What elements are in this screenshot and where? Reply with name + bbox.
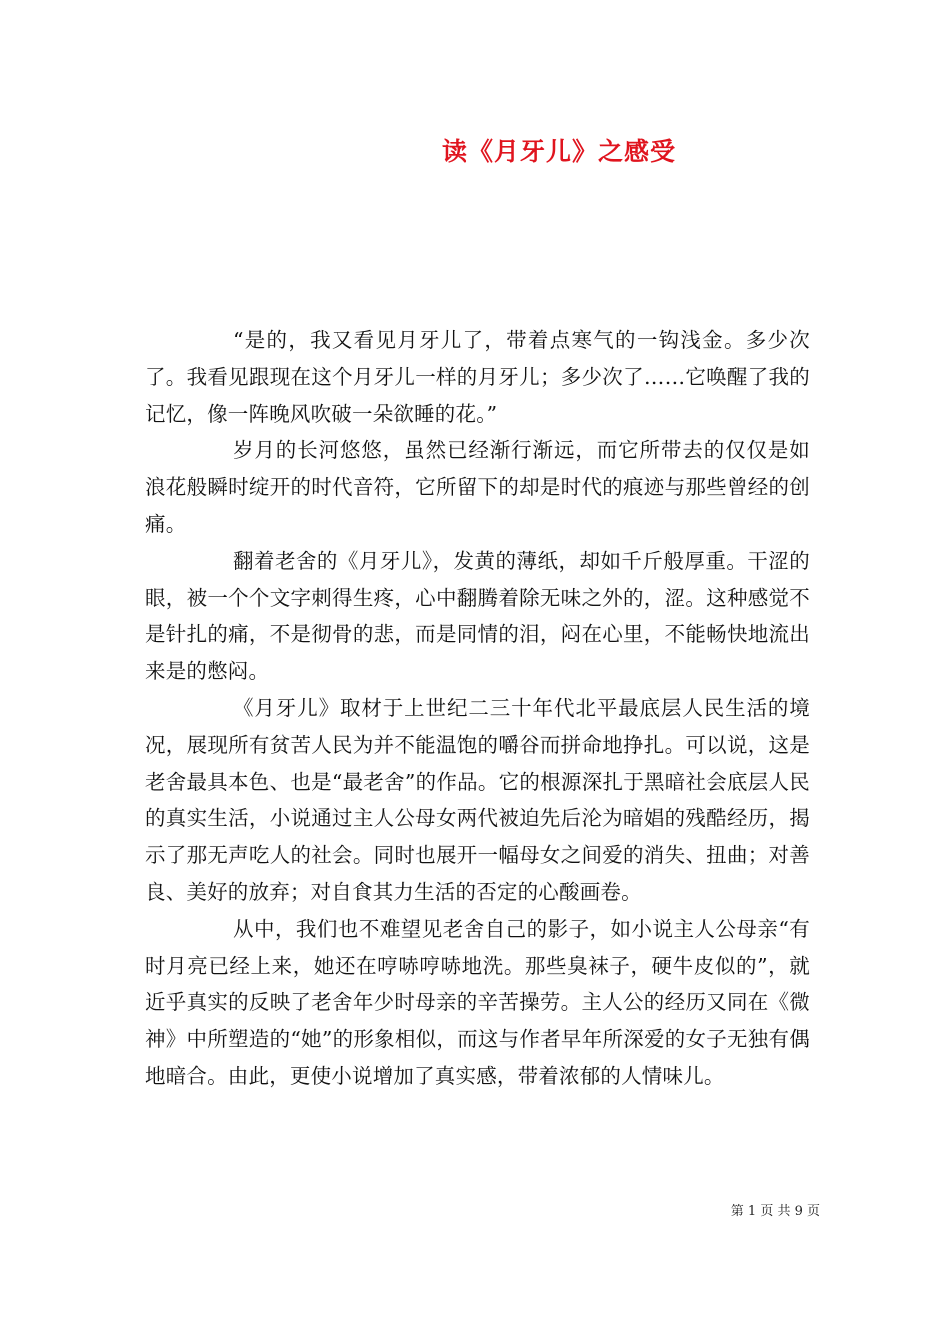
paragraph-4: 《月牙儿》取材于上世纪二三十年代北平最底层人民生活的境况，展现所有贫苦人民为并不能温饱的嚼谷而拼命地挣扎。可以说，这是老舍最具本色、也是“最老舍”的作品。它的根源深扎于黑暗社会底层人民的真实生活，小说通过主人公母女两代被迫先后沦为暗娼的残酷经历，揭示了那无声吃人的社会。同时也展开一幅母女之间爱的消失、扭曲；对善良、美好的放弃；对自食其力生活的否定的心酸画卷。	[145, 695, 810, 904]
document-title: 读《月牙儿》之感受	[441, 137, 676, 166]
paragraph-2: 岁月的长河悠悠，虽然已经渐行渐远，而它所带去的仅仅是如浪花般瞬时绽开的时代音符，它所留下的却是时代的痕迹与那些曾经的创痛。	[145, 438, 810, 536]
paragraph-5: 从中，我们也不难望见老舍自己的影子，如小说主人公母亲“有时月亮已经上来，她还在哼哧哼哧地洗。那些臭袜子，硬牛皮似的”，就近乎真实的反映了老舍年少时母亲的辛苦操劳。主人公的经历又同在《微神》中所塑造的“她”的形象相似，而这与作者早年所深爱的女子无独有偶地暗合。由此，更使小说增加了真实感，带着浓郁的人情味儿。	[145, 916, 810, 1088]
page-number-footer: 第 1 页 共 9 页	[730, 1204, 820, 1219]
paragraph-1: “是的，我又看见月牙儿了，带着点寒气的一钩浅金。多少次了。我看见跟现在这个月牙儿一样的月牙儿；多少次了……它唤醒了我的记忆，像一阵晚风吹破一朵欲睡的花。”	[145, 328, 810, 426]
document-body	[145, 322, 810, 1095]
paragraph-3: 翻着老舍的《月牙儿》，发黄的薄纸，却如千斤般厚重。干涩的眼，被一个个文字刺得生疼，心中翻腾着除无味之外的，涩。这种感觉不是针扎的痛，不是彻骨的悲，而是同情的泪，闷在心里，不能畅快地流出来是的憋闷。	[145, 548, 810, 684]
